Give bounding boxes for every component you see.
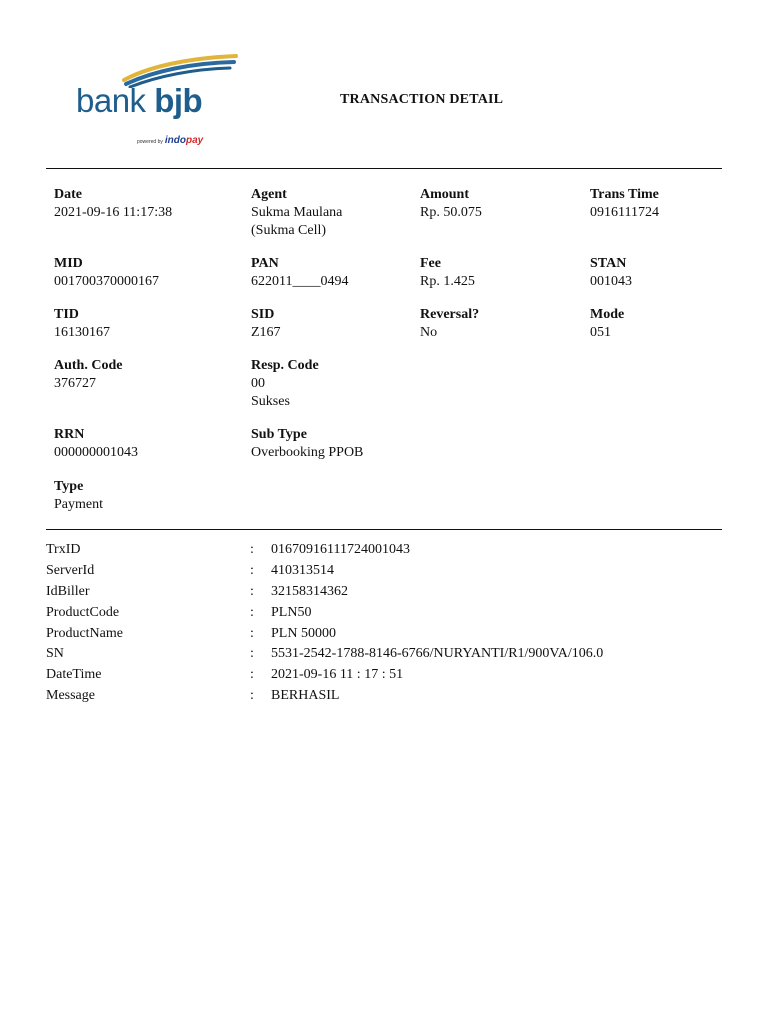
- info-value: 01670916111724001043: [271, 542, 410, 557]
- field-fee: [420, 255, 475, 291]
- field-value: 001043: [590, 274, 632, 289]
- field-date: [54, 186, 172, 222]
- field-resp-code: [251, 357, 319, 411]
- info-key: SN: [46, 646, 64, 662]
- field-label: Amount: [420, 187, 470, 202]
- field-label: Auth. Code: [54, 358, 123, 373]
- info-row-productname: [46, 624, 722, 645]
- info-value: 2021-09-16 11 : 17 : 51: [271, 667, 404, 683]
- field-label: TID: [54, 307, 79, 322]
- bank-bjb-logo: [72, 52, 222, 144]
- info-row-productcode: [46, 603, 722, 624]
- field-label: Sub Type: [251, 427, 307, 442]
- field-value: Rp. 1.425: [420, 274, 475, 289]
- field-value: Overbooking PPOB: [251, 445, 364, 460]
- field-label: Trans Time: [590, 187, 659, 202]
- field-value: 622011____0494: [251, 274, 349, 289]
- field-value: Rp. 50.075: [420, 205, 482, 220]
- info-row-sn: [46, 644, 722, 665]
- powered-by-indopay: powered by indopay: [137, 135, 204, 146]
- info-value: 32158314362: [271, 583, 348, 599]
- logo-wordmark: bank bjb: [76, 82, 203, 119]
- info-key: DateTime: [46, 667, 102, 683]
- field-value: Payment: [54, 497, 103, 512]
- info-colon: :: [250, 625, 254, 641]
- info-colon: :: [250, 562, 254, 578]
- field-label: SID: [251, 307, 275, 322]
- info-row-trxid: [46, 540, 722, 561]
- field-value: 00 Sukses: [251, 376, 290, 409]
- info-value: PLN 50000: [271, 625, 336, 641]
- field-mid: [54, 255, 159, 291]
- info-value: 5531-2542-1788-8146-6766/NURYANTI/R1/900VA/106.0: [271, 646, 604, 662]
- field-value: 001700370000167: [54, 274, 159, 289]
- info-value: 410313514: [271, 562, 334, 578]
- field-label: Resp. Code: [251, 358, 319, 373]
- field-reversal: [420, 306, 479, 342]
- info-key: IdBiller: [46, 583, 90, 599]
- field-label: PAN: [251, 256, 279, 271]
- field-label: Reversal?: [420, 307, 480, 322]
- info-colon: :: [250, 688, 254, 704]
- field-label: Agent: [251, 187, 287, 202]
- info-colon: :: [250, 646, 254, 662]
- field-value: No: [420, 325, 438, 340]
- field-value: 16130167: [54, 325, 110, 340]
- field-value: 051: [590, 325, 611, 340]
- field-auth-code: [54, 357, 122, 393]
- field-value: Z167: [251, 325, 281, 340]
- field-label: MID: [54, 256, 83, 271]
- info-value: BERHASIL: [271, 688, 340, 704]
- top-divider: [46, 168, 722, 169]
- info-key: TrxID: [46, 542, 81, 557]
- info-colon: :: [250, 583, 254, 599]
- info-value: PLN50: [271, 604, 312, 620]
- field-label: Type: [54, 479, 84, 494]
- field-label: Mode: [590, 307, 625, 322]
- info-row-idbiller: [46, 582, 722, 603]
- info-colon: :: [250, 542, 254, 557]
- info-row-datetime: [46, 665, 722, 686]
- transaction-info-list: [46, 540, 722, 707]
- field-sid: [251, 306, 281, 342]
- field-value: Sukma Maulana (Sukma Cell): [251, 205, 343, 238]
- field-amount: [420, 186, 482, 222]
- field-value: 000000001043: [54, 445, 138, 460]
- field-value: 376727: [54, 376, 96, 391]
- field-label: Fee: [420, 256, 441, 271]
- field-rrn: [54, 426, 138, 462]
- field-trans-time: [590, 186, 659, 222]
- field-stan: [590, 255, 632, 291]
- field-type: [54, 478, 103, 514]
- info-key: ServerId: [46, 562, 95, 578]
- page-title: TRANSACTION DETAIL: [340, 92, 504, 107]
- info-row-serverid: [46, 561, 722, 582]
- field-sub-type: [251, 426, 363, 462]
- info-colon: :: [250, 604, 254, 620]
- field-pan: [251, 255, 348, 291]
- field-value: 2021-09-16 11:17:38: [54, 205, 173, 220]
- info-key: ProductName: [46, 625, 123, 641]
- field-tid: [54, 306, 110, 342]
- info-colon: :: [250, 667, 254, 683]
- field-label: STAN: [590, 256, 627, 271]
- field-label: RRN: [54, 427, 85, 442]
- middle-divider: [46, 529, 722, 530]
- info-key: Message: [46, 688, 95, 704]
- info-key: ProductCode: [46, 604, 120, 620]
- info-row-message: [46, 686, 722, 707]
- field-label: Date: [54, 187, 82, 202]
- field-agent: [251, 186, 342, 240]
- field-value: 0916111724: [590, 205, 659, 220]
- field-mode: [590, 306, 624, 342]
